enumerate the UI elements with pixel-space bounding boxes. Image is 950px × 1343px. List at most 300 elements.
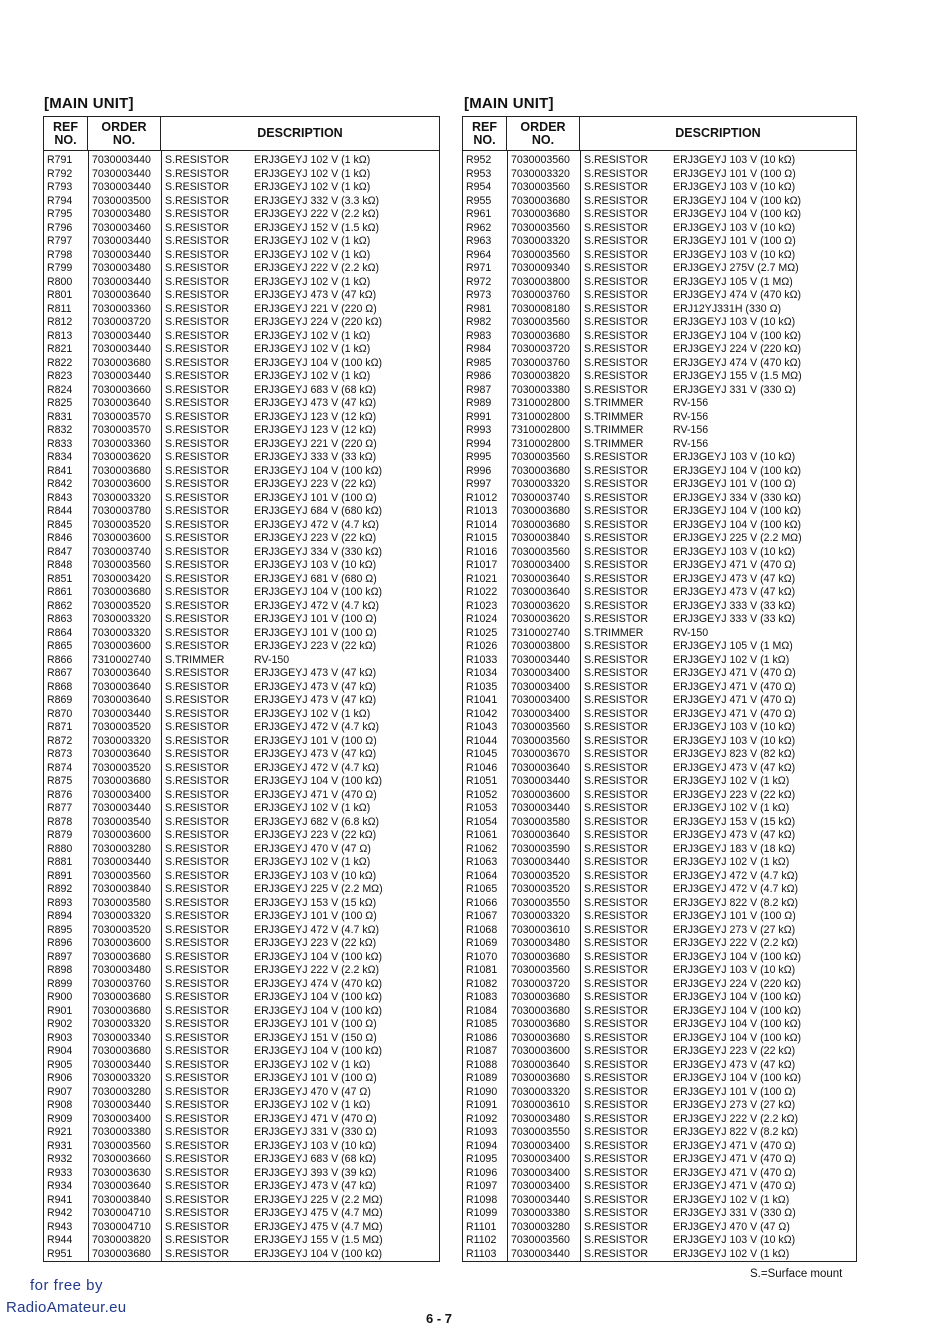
table-row: [44, 978, 439, 992]
part-value-cell: ERJ3GEYJ 471 V (470 Ω): [673, 1139, 796, 1152]
order-no-cell: 7030003680: [92, 356, 151, 369]
order-no-cell: 7030003440: [511, 775, 570, 787]
ref-no-cell: R825: [47, 397, 73, 409]
part-type-cell: S.RESISTOR: [165, 734, 229, 747]
part-value-cell: ERJ3GEYJ 102 V (1 kΩ): [673, 802, 790, 814]
table-row: [463, 600, 856, 614]
table-row: [463, 222, 856, 236]
order-no-cell: 7030003640: [92, 397, 151, 409]
ref-no-cell: R1061: [466, 829, 498, 841]
order-no-cell: 7030003280: [92, 1085, 151, 1098]
ref-no-cell: R1067: [466, 910, 498, 922]
part-type-cell: S.RESISTOR: [584, 640, 648, 652]
order-no-cell: 7030003320: [511, 910, 570, 922]
ref-no-cell: R868: [47, 680, 73, 693]
ref-no-cell: R1069: [466, 937, 498, 949]
table-row: [463, 964, 856, 978]
part-value-cell: ERJ3GEYJ 153 V (15 kΩ): [254, 896, 377, 909]
part-value-cell: ERJ3GEYJ 101 V (100 Ω): [254, 910, 377, 922]
order-no-cell: 7030003640: [511, 572, 570, 585]
header-description: DESCRIPTION: [257, 126, 343, 140]
part-type-cell: S.RESISTOR: [165, 707, 229, 720]
order-no-cell: 7030003320: [92, 491, 151, 504]
part-value-cell: ERJ3GEYJ 223 V (22 kΩ): [254, 478, 377, 490]
table-row: [463, 397, 856, 411]
part-type-cell: S.RESISTOR: [165, 302, 229, 315]
order-no-cell: 7030003560: [511, 721, 570, 733]
order-no-cell: 7030003660: [92, 1153, 151, 1165]
order-no-cell: 7030003740: [511, 491, 570, 504]
part-value-cell: ERJ3GEYJ 223 V (22 kΩ): [673, 788, 796, 801]
part-type-cell: S.RESISTOR: [165, 572, 229, 585]
ref-no-cell: R1013: [466, 505, 498, 517]
part-value-cell: ERJ3GEYJ 104 V (100 kΩ): [254, 1004, 383, 1017]
table-row: [44, 478, 439, 492]
order-no-cell: 7030003440: [92, 329, 151, 342]
part-value-cell: ERJ3GEYJ 223 V (22 kΩ): [254, 829, 377, 841]
part-type-cell: S.RESISTOR: [584, 262, 648, 274]
ref-no-cell: R875: [47, 775, 73, 787]
table-row: [44, 235, 439, 249]
part-value-cell: ERJ3GEYJ 471 V (470 Ω): [254, 788, 377, 801]
part-value-cell: ERJ3GEYJ 103 V (10 kΩ): [673, 734, 796, 747]
table-row: [463, 249, 856, 263]
table-row: [463, 276, 856, 290]
ref-no-cell: R1012: [466, 491, 498, 504]
order-no-cell: 7030003560: [511, 964, 570, 976]
order-no-cell: 7030003600: [511, 1045, 570, 1057]
table-row: [44, 1059, 439, 1073]
ref-no-cell: R997: [466, 478, 492, 490]
table-row: [463, 451, 856, 465]
ref-no-cell: R866: [47, 653, 73, 666]
ref-no-cell: R903: [47, 1031, 73, 1044]
order-no-cell: 7030003620: [92, 451, 151, 463]
order-no-cell: 7030003440: [511, 1247, 570, 1260]
table-row: [44, 276, 439, 290]
footnote: S.=Surface mount: [750, 1268, 843, 1280]
order-no-cell: 7030003460: [92, 221, 151, 234]
order-no-cell: 7030003480: [511, 1112, 570, 1125]
table-row: [463, 667, 856, 681]
table-header: [44, 117, 439, 151]
part-type-cell: S.RESISTOR: [165, 626, 229, 639]
table-row: [463, 1140, 856, 1154]
table-row: [463, 316, 856, 330]
table-row: [44, 883, 439, 897]
part-value-cell: ERJ3GEYJ 103 V (10 kΩ): [254, 559, 377, 571]
section-title-right: [MAIN UNIT]: [464, 95, 554, 112]
ref-no-cell: R971: [466, 262, 492, 274]
ref-no-cell: R1085: [466, 1018, 498, 1030]
ref-no-cell: R793: [47, 181, 73, 193]
part-type-cell: S.RESISTOR: [165, 1045, 229, 1057]
order-no-cell: 7030003480: [92, 262, 151, 274]
ref-no-cell: R841: [47, 464, 73, 477]
part-value-cell: ERJ3GEYJ 223 V (22 kΩ): [254, 640, 377, 652]
order-no-cell: 7030003440: [92, 1099, 151, 1111]
order-no-cell: 7030003640: [92, 1180, 151, 1192]
table-row: [463, 748, 856, 762]
part-value-cell: ERJ3GEYJ 102 V (1 kΩ): [673, 1247, 790, 1260]
order-no-cell: 7030008180: [511, 302, 570, 315]
order-no-cell: 7030003680: [92, 586, 151, 598]
header-order-no: ORDER NO.: [507, 117, 580, 150]
part-type-cell: S.RESISTOR: [165, 1166, 229, 1179]
part-value-cell: ERJ3GEYJ 103 V (10 kΩ): [673, 221, 796, 234]
part-type-cell: S.RESISTOR: [165, 640, 229, 652]
ref-no-cell: R983: [466, 329, 492, 342]
table-row: [44, 546, 439, 560]
part-value-cell: ERJ3GEYJ 225 V (2.2 MΩ): [254, 1193, 383, 1206]
table-row: [44, 1207, 439, 1221]
order-no-cell: 7030003720: [92, 316, 151, 328]
part-value-cell: ERJ3GEYJ 101 V (100 Ω): [673, 1085, 796, 1098]
table-row: [463, 1194, 856, 1208]
table-row: [463, 1113, 856, 1127]
part-type-cell: S.RESISTOR: [584, 842, 648, 855]
part-type-cell: S.RESISTOR: [584, 977, 648, 990]
table-row: [44, 735, 439, 749]
table-row: [463, 370, 856, 384]
part-type-cell: S.RESISTOR: [165, 289, 229, 301]
part-value-cell: ERJ3GEYJ 101 V (100 Ω): [673, 167, 796, 180]
part-value-cell: ERJ3GEYJ 473 V (47 kΩ): [254, 748, 377, 760]
table-row: [463, 1099, 856, 1113]
ref-no-cell: R895: [47, 923, 73, 936]
order-no-cell: 7030003640: [511, 761, 570, 774]
table-row: [44, 384, 439, 398]
part-value-cell: ERJ3GEYJ 823 V (82 kΩ): [673, 748, 796, 760]
table-row: [44, 654, 439, 668]
part-type-cell: S.RESISTOR: [584, 586, 648, 598]
ref-no-cell: R962: [466, 221, 492, 234]
part-type-cell: S.RESISTOR: [165, 950, 229, 963]
ref-no-cell: R1053: [466, 802, 498, 814]
ref-no-cell: R972: [466, 275, 492, 288]
order-no-cell: 7030003840: [92, 883, 151, 895]
part-type-cell: S.RESISTOR: [165, 235, 229, 247]
part-value-cell: ERJ3GEYJ 103 V (10 kΩ): [673, 154, 796, 166]
part-type-cell: S.RESISTOR: [165, 815, 229, 828]
order-no-cell: 7030003440: [511, 653, 570, 666]
order-no-cell: 7030003360: [92, 302, 151, 315]
part-type-cell: S.RESISTOR: [165, 194, 229, 207]
table-row: [44, 721, 439, 735]
header-order-no: ORDER NO.: [88, 117, 161, 150]
table-row: [463, 546, 856, 560]
table-row: [463, 1086, 856, 1100]
ref-no-cell: R944: [47, 1234, 73, 1246]
part-type-cell: S.RESISTOR: [165, 356, 229, 369]
part-value-cell: ERJ3GEYJ 102 V (1 kΩ): [254, 707, 371, 720]
order-no-cell: 7310002800: [511, 397, 570, 409]
order-no-cell: 7030003520: [92, 721, 151, 733]
part-value-cell: ERJ3GEYJ 102 V (1 kΩ): [254, 167, 371, 180]
part-type-cell: S.RESISTOR: [165, 599, 229, 612]
part-type-cell: S.RESISTOR: [584, 1193, 648, 1206]
table-row: [44, 951, 439, 965]
table-row: [44, 357, 439, 371]
part-value-cell: ERJ3GEYJ 104 V (100 kΩ): [254, 1045, 383, 1057]
order-no-cell: 7030003580: [511, 815, 570, 828]
part-value-cell: ERJ3GEYJ 224 V (220 kΩ): [254, 316, 383, 328]
part-value-cell: ERJ3GEYJ 102 V (1 kΩ): [254, 248, 371, 261]
order-no-cell: 7030003280: [511, 1220, 570, 1233]
table-row: [44, 1005, 439, 1019]
ref-no-cell: R879: [47, 829, 73, 841]
part-value-cell: ERJ3GEYJ 101 V (100 Ω): [673, 235, 796, 247]
part-type-cell: S.RESISTOR: [165, 883, 229, 895]
order-no-cell: 7030003560: [511, 734, 570, 747]
table-row: [44, 1126, 439, 1140]
order-no-cell: 7030003560: [511, 1234, 570, 1246]
table-row: [44, 316, 439, 330]
table-row: [44, 1140, 439, 1154]
part-type-cell: S.RESISTOR: [165, 1139, 229, 1152]
ref-no-cell: R824: [47, 383, 73, 396]
ref-no-cell: R1044: [466, 734, 498, 747]
ref-no-cell: R1096: [466, 1166, 498, 1179]
ref-no-cell: R795: [47, 208, 73, 220]
table-row: [463, 789, 856, 803]
ref-no-cell: R951: [47, 1247, 73, 1260]
part-type-cell: S.RESISTOR: [165, 829, 229, 841]
table-row: [463, 1153, 856, 1167]
part-value-cell: ERJ3GEYJ 681 V (680 Ω): [254, 572, 377, 585]
ref-no-cell: R906: [47, 1072, 73, 1084]
order-no-cell: 7030003680: [511, 950, 570, 963]
ref-no-cell: R973: [466, 289, 492, 301]
table-row: [44, 627, 439, 641]
part-type-cell: S.RESISTOR: [165, 383, 229, 396]
order-no-cell: 7310002740: [511, 626, 570, 639]
part-value-cell: ERJ3GEYJ 101 V (100 Ω): [254, 1072, 377, 1084]
order-no-cell: 7030003680: [511, 1072, 570, 1084]
ref-no-cell: R1054: [466, 815, 498, 828]
order-no-cell: 7030004710: [92, 1207, 151, 1219]
ref-no-cell: R952: [466, 154, 492, 166]
part-type-cell: S.TRIMMER: [165, 653, 225, 666]
part-type-cell: S.RESISTOR: [584, 653, 648, 666]
ref-no-cell: R845: [47, 518, 73, 531]
ref-no-cell: R876: [47, 788, 73, 801]
table-row: [463, 829, 856, 843]
part-value-cell: ERJ3GEYJ 331 V (330 Ω): [673, 383, 796, 396]
part-value-cell: ERJ3GEYJ 471 V (470 Ω): [254, 1112, 377, 1125]
part-type-cell: S.RESISTOR: [584, 289, 648, 301]
part-value-cell: ERJ3GEYJ 473 V (47 kΩ): [673, 761, 796, 774]
ref-no-cell: R847: [47, 545, 73, 558]
table-row: [463, 559, 856, 573]
order-no-cell: 7030003680: [511, 991, 570, 1003]
part-value-cell: RV-156: [673, 410, 709, 423]
order-no-cell: 7030003560: [511, 154, 570, 166]
part-value-cell: ERJ3GEYJ 103 V (10 kΩ): [673, 451, 796, 463]
table-row: [463, 1180, 856, 1194]
part-value-cell: ERJ3GEYJ 221 V (220 Ω): [254, 437, 377, 450]
table-row: [463, 573, 856, 587]
part-type-cell: S.RESISTOR: [584, 154, 648, 166]
part-type-cell: S.RESISTOR: [584, 275, 648, 288]
ref-no-cell: R931: [47, 1139, 73, 1152]
part-value-cell: ERJ3GEYJ 223 V (22 kΩ): [254, 937, 377, 949]
order-no-cell: 7030003680: [92, 991, 151, 1003]
table-row: [463, 492, 856, 506]
part-type-cell: S.RESISTOR: [165, 1247, 229, 1260]
ref-no-cell: R821: [47, 343, 73, 355]
table-row: [44, 1113, 439, 1127]
ref-no-cell: R1081: [466, 964, 498, 976]
order-no-cell: 7030003560: [511, 181, 570, 193]
order-no-cell: 7030003620: [511, 599, 570, 612]
part-value-cell: ERJ3GEYJ 471 V (470 Ω): [673, 667, 796, 679]
table-row: [44, 519, 439, 533]
ref-no-cell: R1063: [466, 856, 498, 868]
table-row: [463, 262, 856, 276]
part-type-cell: S.RESISTOR: [165, 154, 229, 166]
header-ref-no: REF NO.: [463, 117, 507, 150]
ref-no-cell: R1087: [466, 1045, 498, 1057]
ref-no-cell: R1015: [466, 532, 498, 544]
part-type-cell: S.RESISTOR: [165, 505, 229, 517]
part-value-cell: RV-156: [673, 424, 709, 436]
table-row: [44, 1180, 439, 1194]
part-value-cell: ERJ3GEYJ 473 V (47 kΩ): [673, 829, 796, 841]
ref-no-cell: R1017: [466, 559, 498, 571]
part-value-cell: ERJ3GEYJ 471 V (470 Ω): [673, 1180, 796, 1192]
order-no-cell: 7030003640: [92, 667, 151, 679]
order-no-cell: 7030003400: [511, 1153, 570, 1165]
part-value-cell: ERJ3GEYJ 152 V (1.5 kΩ): [254, 221, 380, 234]
ref-no-cell: R813: [47, 329, 73, 342]
order-no-cell: 7030003280: [92, 842, 151, 855]
table-row: [463, 681, 856, 695]
table-row: [463, 208, 856, 222]
ref-no-cell: R942: [47, 1207, 73, 1219]
table-row: [463, 1045, 856, 1059]
table-row: [44, 1018, 439, 1032]
part-value-cell: ERJ3GEYJ 102 V (1 kΩ): [673, 856, 790, 868]
part-type-cell: S.RESISTOR: [165, 1193, 229, 1206]
table-row: [463, 654, 856, 668]
part-value-cell: ERJ3GEYJ 223 V (22 kΩ): [673, 1045, 796, 1057]
order-no-cell: 7030003640: [511, 1058, 570, 1071]
part-value-cell: ERJ3GEYJ 102 V (1 kΩ): [254, 154, 371, 166]
part-value-cell: ERJ3GEYJ 104 V (100 kΩ): [673, 505, 802, 517]
part-type-cell: S.RESISTOR: [584, 1085, 648, 1098]
part-type-cell: S.RESISTOR: [165, 613, 229, 625]
order-no-cell: 7030003560: [92, 1139, 151, 1152]
order-no-cell: 7030003560: [511, 248, 570, 261]
ref-no-cell: R842: [47, 478, 73, 490]
ref-no-cell: R867: [47, 667, 73, 679]
order-no-cell: 7030003640: [92, 289, 151, 301]
part-type-cell: S.RESISTOR: [584, 194, 648, 207]
part-value-cell: ERJ3GEYJ 183 V (18 kΩ): [673, 842, 796, 855]
order-no-cell: 7030003600: [92, 937, 151, 949]
ref-no-cell: R1023: [466, 599, 498, 612]
order-no-cell: 7030003590: [511, 842, 570, 855]
part-type-cell: S.RESISTOR: [165, 896, 229, 909]
table-row: [44, 613, 439, 627]
order-no-cell: 7030003560: [511, 221, 570, 234]
ref-no-cell: R954: [466, 181, 492, 193]
table-row: [44, 775, 439, 789]
table-row: [44, 843, 439, 857]
ref-no-cell: R909: [47, 1112, 73, 1125]
part-type-cell: S.RESISTOR: [165, 451, 229, 463]
ref-no-cell: R908: [47, 1099, 73, 1111]
part-type-cell: S.RESISTOR: [584, 248, 648, 261]
table-row: [44, 816, 439, 830]
part-value-cell: ERJ3GEYJ 101 V (100 Ω): [673, 478, 796, 490]
table-row: [463, 586, 856, 600]
ref-no-cell: R1102: [466, 1234, 497, 1246]
order-no-cell: 7030009340: [511, 262, 570, 274]
part-type-cell: S.RESISTOR: [584, 680, 648, 693]
part-value-cell: ERJ3GEYJ 471 V (470 Ω): [673, 680, 796, 693]
part-type-cell: S.RESISTOR: [584, 1153, 648, 1165]
part-value-cell: ERJ3GEYJ 334 V (330 kΩ): [673, 491, 802, 504]
part-type-cell: S.RESISTOR: [165, 802, 229, 814]
order-no-cell: 7030003440: [92, 343, 151, 355]
ref-no-cell: R1095: [466, 1153, 498, 1165]
part-value-cell: ERJ3GEYJ 222 V (2.2 kΩ): [673, 1112, 799, 1125]
parts-table-right: [462, 116, 857, 1262]
order-no-cell: 7030003520: [92, 518, 151, 531]
part-value-cell: ERJ3GEYJ 683 V (68 kΩ): [254, 383, 377, 396]
part-type-cell: S.RESISTOR: [165, 923, 229, 936]
part-type-cell: S.RESISTOR: [165, 910, 229, 922]
part-type-cell: S.RESISTOR: [165, 680, 229, 693]
ref-no-cell: R794: [47, 194, 73, 207]
ref-no-cell: R1088: [466, 1058, 498, 1071]
part-type-cell: S.RESISTOR: [584, 1018, 648, 1030]
part-value-cell: ERJ3GEYJ 471 V (470 Ω): [673, 1153, 796, 1165]
part-type-cell: S.RESISTOR: [584, 302, 648, 315]
table-row: [44, 586, 439, 600]
part-value-cell: ERJ3GEYJ 473 V (47 kΩ): [254, 694, 377, 706]
part-value-cell: ERJ3GEYJ 471 V (470 Ω): [673, 707, 796, 720]
part-value-cell: ERJ3GEYJ 102 V (1 kΩ): [254, 802, 371, 814]
part-type-cell: S.RESISTOR: [584, 950, 648, 963]
table-row: [463, 856, 856, 870]
part-value-cell: ERJ3GEYJ 332 V (3.3 kΩ): [254, 194, 380, 207]
ref-no-cell: R1103: [466, 1247, 497, 1260]
ref-no-cell: R1051: [466, 775, 498, 787]
part-type-cell: S.RESISTOR: [165, 1058, 229, 1071]
part-type-cell: S.RESISTOR: [584, 937, 648, 949]
part-value-cell: ERJ3GEYJ 101 V (100 Ω): [673, 910, 796, 922]
ref-no-cell: R904: [47, 1045, 73, 1057]
part-type-cell: S.RESISTOR: [165, 491, 229, 504]
table-row: [44, 208, 439, 222]
part-value-cell: RV-150: [673, 626, 709, 639]
part-type-cell: S.RESISTOR: [584, 1220, 648, 1233]
table-row: [44, 397, 439, 411]
part-type-cell: S.RESISTOR: [584, 910, 648, 922]
ref-no-cell: R1021: [466, 572, 498, 585]
part-value-cell: ERJ3GEYJ 104 V (100 kΩ): [254, 1247, 383, 1260]
part-value-cell: ERJ3GEYJ 222 V (2.2 kΩ): [673, 937, 799, 949]
ref-no-cell: R822: [47, 356, 73, 369]
part-type-cell: S.RESISTOR: [584, 1072, 648, 1084]
order-no-cell: 7030003520: [511, 883, 570, 895]
part-value-cell: ERJ3GEYJ 101 V (100 Ω): [254, 491, 377, 504]
ref-no-cell: R1022: [466, 586, 498, 598]
part-value-cell: RV-156: [673, 437, 709, 450]
